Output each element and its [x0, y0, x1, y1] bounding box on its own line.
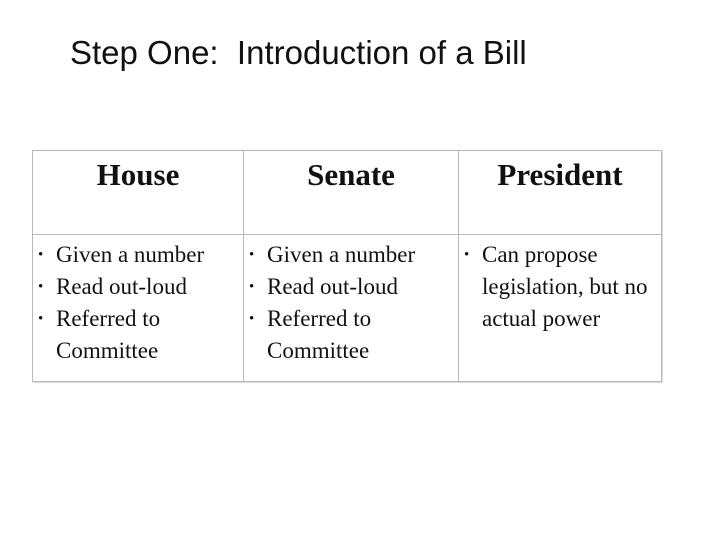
slide-title: Step One: Introduction of a Bill: [70, 34, 527, 71]
bullet-icon: •: [249, 247, 255, 263]
bullet-icon: •: [249, 279, 255, 295]
list-item: • Referred to Committee: [37, 303, 243, 367]
bill-introduction-table: [32, 150, 662, 382]
header-house: House: [33, 151, 244, 235]
president-list: [463, 239, 661, 335]
bullet-icon: •: [38, 279, 44, 295]
list-item: • Given a number: [37, 239, 243, 271]
house-list: [37, 239, 243, 367]
bullet-icon: •: [464, 247, 470, 263]
list-item: • Read out-loud: [37, 271, 243, 303]
list-item: • Referred to Committee: [248, 303, 458, 367]
senate-list: [248, 239, 458, 367]
list-item: • Can propose legislation, but no actual power: [463, 239, 661, 335]
senate-column: [244, 235, 459, 381]
house-column: [33, 235, 244, 381]
bullet-icon: •: [38, 311, 44, 327]
bullet-icon: •: [249, 311, 255, 327]
header-president: President: [459, 151, 661, 235]
list-item: • Read out-loud: [248, 271, 458, 303]
list-item: • Given a number: [248, 239, 458, 271]
header-senate: Senate: [244, 151, 459, 235]
bullet-icon: •: [38, 247, 44, 263]
president-column: [459, 235, 661, 381]
